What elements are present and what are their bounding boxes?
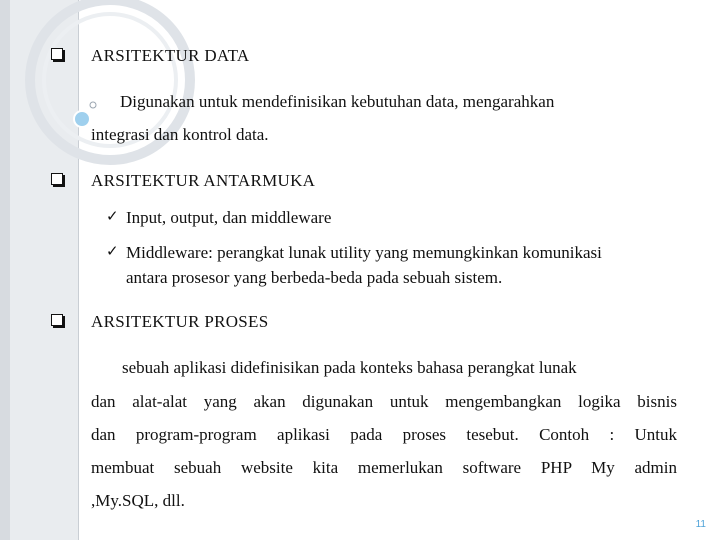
paragraph-line: sebuah aplikasi didefinisikan pada konteks bahasa perangkat lunak <box>122 358 577 377</box>
checkmark-icon: ✓ <box>106 207 119 225</box>
page-number: 11 <box>695 519 706 530</box>
section-heading-proses: ARSITEKTUR PROSES <box>91 312 269 331</box>
paragraph-line: integrasi dan kontrol data. <box>91 125 269 144</box>
list-item-text: Middleware: perangkat lunak utility yang memungkinkan komunikasi <box>126 243 602 262</box>
paragraph-line: dan alat-alat yang akan digunakan untuk mengembangkan logika bisnis <box>91 392 677 411</box>
list-item-text: antara prosesor yang berbeda-beda pada sebuah sistem. <box>126 268 503 287</box>
paragraph-line: dan program-program aplikasi pada proses tesebut. Contoh : Untuk <box>91 425 677 444</box>
checkbox-bullet-icon <box>51 48 63 60</box>
checkbox-bullet-icon <box>51 173 63 185</box>
checkbox-bullet-icon <box>51 314 63 326</box>
checkmark-icon: ✓ <box>106 242 119 260</box>
list-item-text: Input, output, dan middleware <box>126 208 332 227</box>
left-decor-bar <box>0 0 79 540</box>
paragraph-line: membuat sebuah website kita memerlukan software PHP My admin <box>91 458 677 477</box>
paragraph-line: ,My.SQL, dll. <box>91 491 185 510</box>
section-heading-data: ARSITEKTUR DATA <box>91 46 250 65</box>
section-heading-antarmuka: ARSITEKTUR ANTARMUKA <box>91 171 316 190</box>
left-decor-strip <box>0 0 10 540</box>
paragraph-line: Digunakan untuk mendefinisikan kebutuhan data, mengarahkan <box>120 92 555 111</box>
